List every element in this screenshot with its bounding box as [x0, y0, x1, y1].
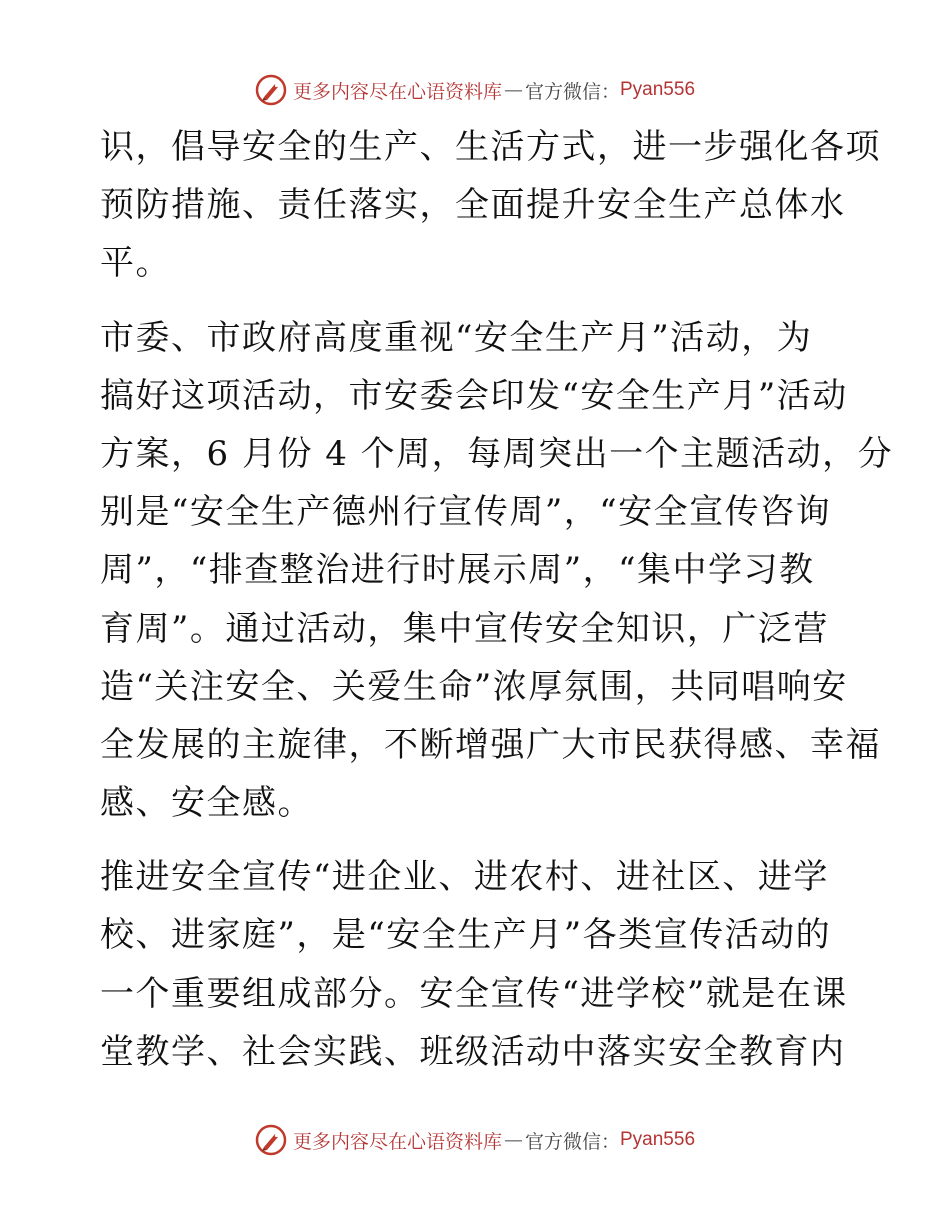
- text-line: 造“关注安全、关爱生命”浓厚氛围，共同唱响安: [100, 666, 848, 707]
- text-line: 别是“安全生产德州行宣传周”，“安全宣传咨询: [100, 492, 832, 533]
- text-line: 识，倡导安全的生产、生活方式，进一步强化各项: [100, 127, 881, 167]
- text-line: 预防措施、责任落实，全面提升安全生产总体水: [100, 185, 846, 226]
- text-line: 一个重要组成部分。安全宣传“进学校”就是在课: [100, 973, 848, 1014]
- watermark-sub-text: 官方微信：: [524, 80, 620, 103]
- text-line: 平。: [100, 243, 171, 284]
- watermark-main-text: 更多内容尽在心语资料库: [292, 1130, 502, 1153]
- text-line: 育周”。通过活动，集中宣传安全知识，广泛营: [100, 608, 829, 649]
- text-line: 市委、市政府高度重视“安全生产月”活动，为: [100, 317, 813, 358]
- text-line: 堂教学、社会实践、班级活动中落实安全教育内: [100, 1031, 846, 1072]
- text-line: 推进安全宣传“进企业、进农村、进社区、进学: [100, 857, 829, 898]
- header-watermark: [0, 70, 950, 110]
- footer-watermark: [0, 1120, 950, 1160]
- watermark-dash: —: [503, 1129, 523, 1151]
- paragraph: [100, 848, 860, 1081]
- paragraph: [100, 118, 881, 293]
- text-line: 校、进家庭”，是“安全生产月”各类宣传活动的: [100, 915, 832, 956]
- watermark-main-text: 更多内容尽在心语资料库: [292, 80, 502, 103]
- text-line: 感、安全感。: [100, 783, 313, 824]
- pen-logo-icon: [255, 74, 287, 106]
- paragraph: [100, 309, 894, 833]
- watermark-dash: —: [503, 79, 523, 101]
- pen-logo-icon: [255, 1124, 287, 1156]
- text-line: 周”，“排查整治进行时展示周”，“集中学习教: [100, 550, 815, 591]
- watermark-wechat-id: Pyan556: [620, 1129, 696, 1150]
- text-line: 全发展的主旋律，不断增强广大市民获得感、幸福: [100, 724, 881, 765]
- watermark-wechat-id: Pyan556: [620, 79, 696, 100]
- text-line: 方案，6 月份 4 个周，每周突出一个主题活动，分: [100, 433, 894, 474]
- watermark-sub-text: 官方微信：: [524, 1130, 620, 1153]
- document-body: [100, 118, 894, 1081]
- text-line: 搞好这项活动，市安委会印发“安全生产月”活动: [100, 375, 848, 416]
